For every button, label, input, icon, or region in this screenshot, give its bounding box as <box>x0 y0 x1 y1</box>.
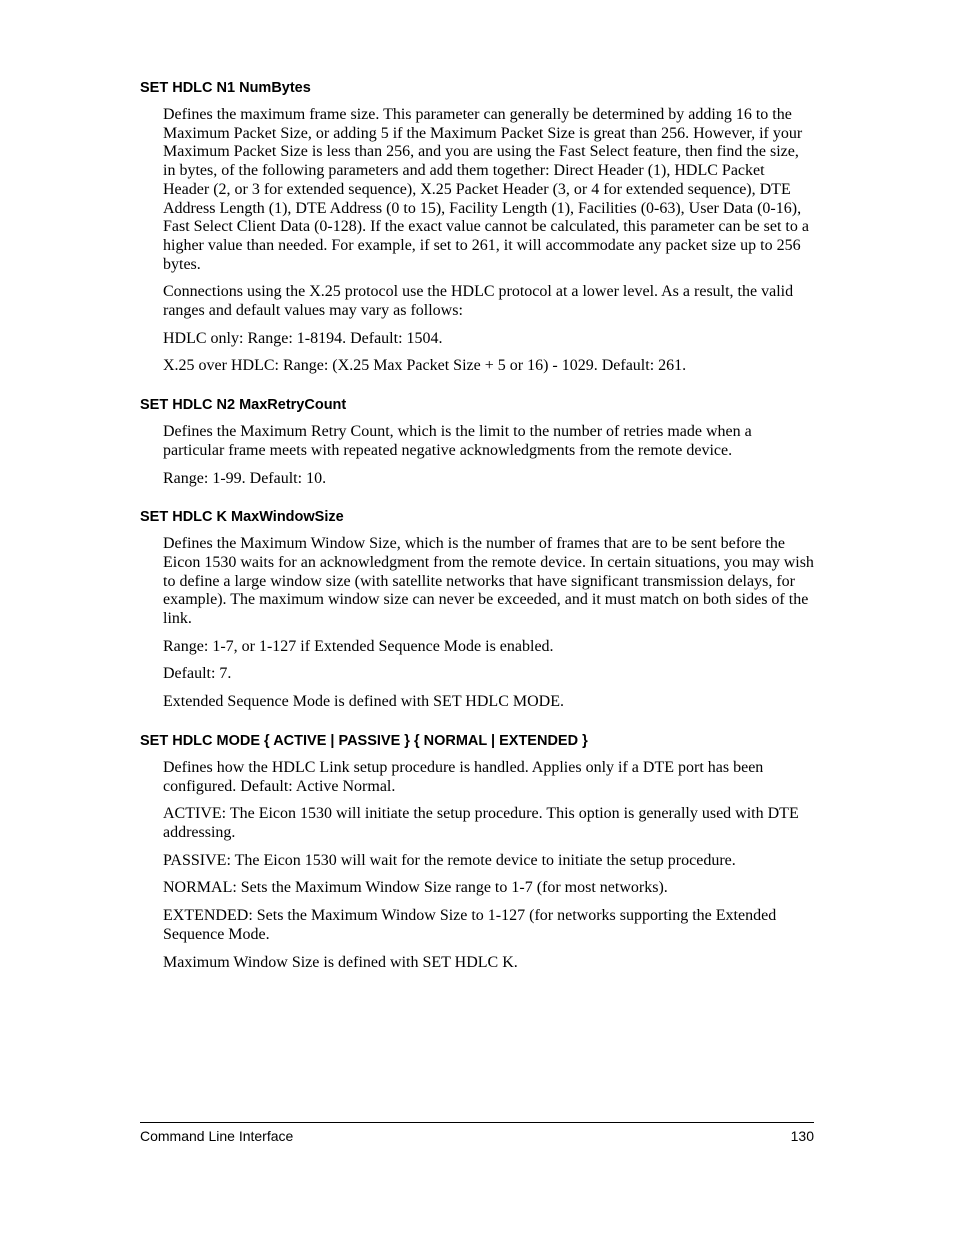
section-hdlc-mode <box>140 732 814 972</box>
paragraph: Defines the maximum frame size. This parameter can generally be determined by adding 16 to the Maximum Packet Size, or adding 5 if the Maximum Packet Size is great than 256. However, if your Maximum Packet Size is less than 256, and you are using the Fast Select feature, then find the size, in bytes, of the following parameters and add them together: Direct Header (1), HDLC Packet Header (2, or 3 for extended sequence), X.25 Packet Header (3, or 4 for extended sequence), DTE Address Length (1), DTE Address (0 to 15), Facility Length (1), Facilities (0-63), User Data (0-16), Fast Select Client Data (0-128). If the exact value cannot be calculated, this parameter can be set to a higher value than needed. For example, if set to 261, it will accommodate any packet size up to 256 bytes. <box>163 106 809 273</box>
paragraph: Defines the Maximum Retry Count, which is the limit to the number of retries made when a particular frame meets with repeated negative acknowledgments from the remote device. <box>163 423 752 459</box>
paragraph: NORMAL: Sets the Maximum Window Size range to 1-7 (for most networks). <box>163 879 668 897</box>
paragraph: Defines how the HDLC Link setup procedure is handled. Applies only if a DTE port has been configured. Default: Active Normal. <box>163 758 764 795</box>
document-body <box>140 79 814 992</box>
paragraph: ACTIVE: The Eicon 1530 will initiate the setup procedure. This option is generally used with DTE addressing. <box>163 805 799 841</box>
paragraph: Extended Sequence Mode is defined with SET HDLC MODE. <box>163 693 564 711</box>
paragraph: X.25 over HDLC: Range: (X.25 Max Packet Size + 5 or 16) - 1029. Default: 261. <box>163 357 687 375</box>
paragraph: Range: 1-7, or 1-127 if Extended Sequence Mode is enabled. <box>163 637 554 655</box>
section-heading: SET HDLC MODE { ACTIVE | PASSIVE } { NORMAL | EXTENDED } <box>140 732 588 749</box>
page-number: 130 <box>790 1128 814 1144</box>
paragraph: Range: 1-99. Default: 10. <box>163 469 327 487</box>
page-footer <box>140 1127 814 1145</box>
section-heading: SET HDLC K MaxWindowSize <box>140 509 344 526</box>
paragraph: Maximum Window Size is defined with SET HDLC K. <box>163 953 518 971</box>
footer-title: Command Line Interface <box>140 1128 294 1144</box>
paragraph: Defines the Maximum Window Size, which is the number of frames that are to be sent before the Eicon 1530 waits for an acknowledgment from the remote device. In certain situations, you may wish to define a large window size (with satellite networks that have significant transmission delays, for example). The maximum window size can never be exceeded, and it must match on both sides of the link. <box>163 535 814 628</box>
section-heading: SET HDLC N1 NumBytes <box>140 80 311 96</box>
section-n2-maxretrycount <box>140 396 814 488</box>
section-heading: SET HDLC N2 MaxRetryCount <box>140 397 347 414</box>
footer-divider <box>140 1122 814 1123</box>
paragraph: PASSIVE: The Eicon 1530 will wait for the remote device to initiate the setup procedure. <box>163 851 736 869</box>
paragraph: Default: 7. <box>163 665 232 683</box>
paragraph: HDLC only: Range: 1-8194. Default: 1504. <box>163 329 443 347</box>
section-n1-numbytes <box>140 79 814 376</box>
paragraph: EXTENDED: Sets the Maximum Window Size to 1-127 (for networks supporting the Extended Sequence Mode. <box>163 907 777 943</box>
paragraph: Connections using the X.25 protocol use the HDLC protocol at a lower level. As a result, the valid ranges and default values may vary as follows: <box>163 283 794 320</box>
section-k-maxwindowsize <box>140 508 814 712</box>
